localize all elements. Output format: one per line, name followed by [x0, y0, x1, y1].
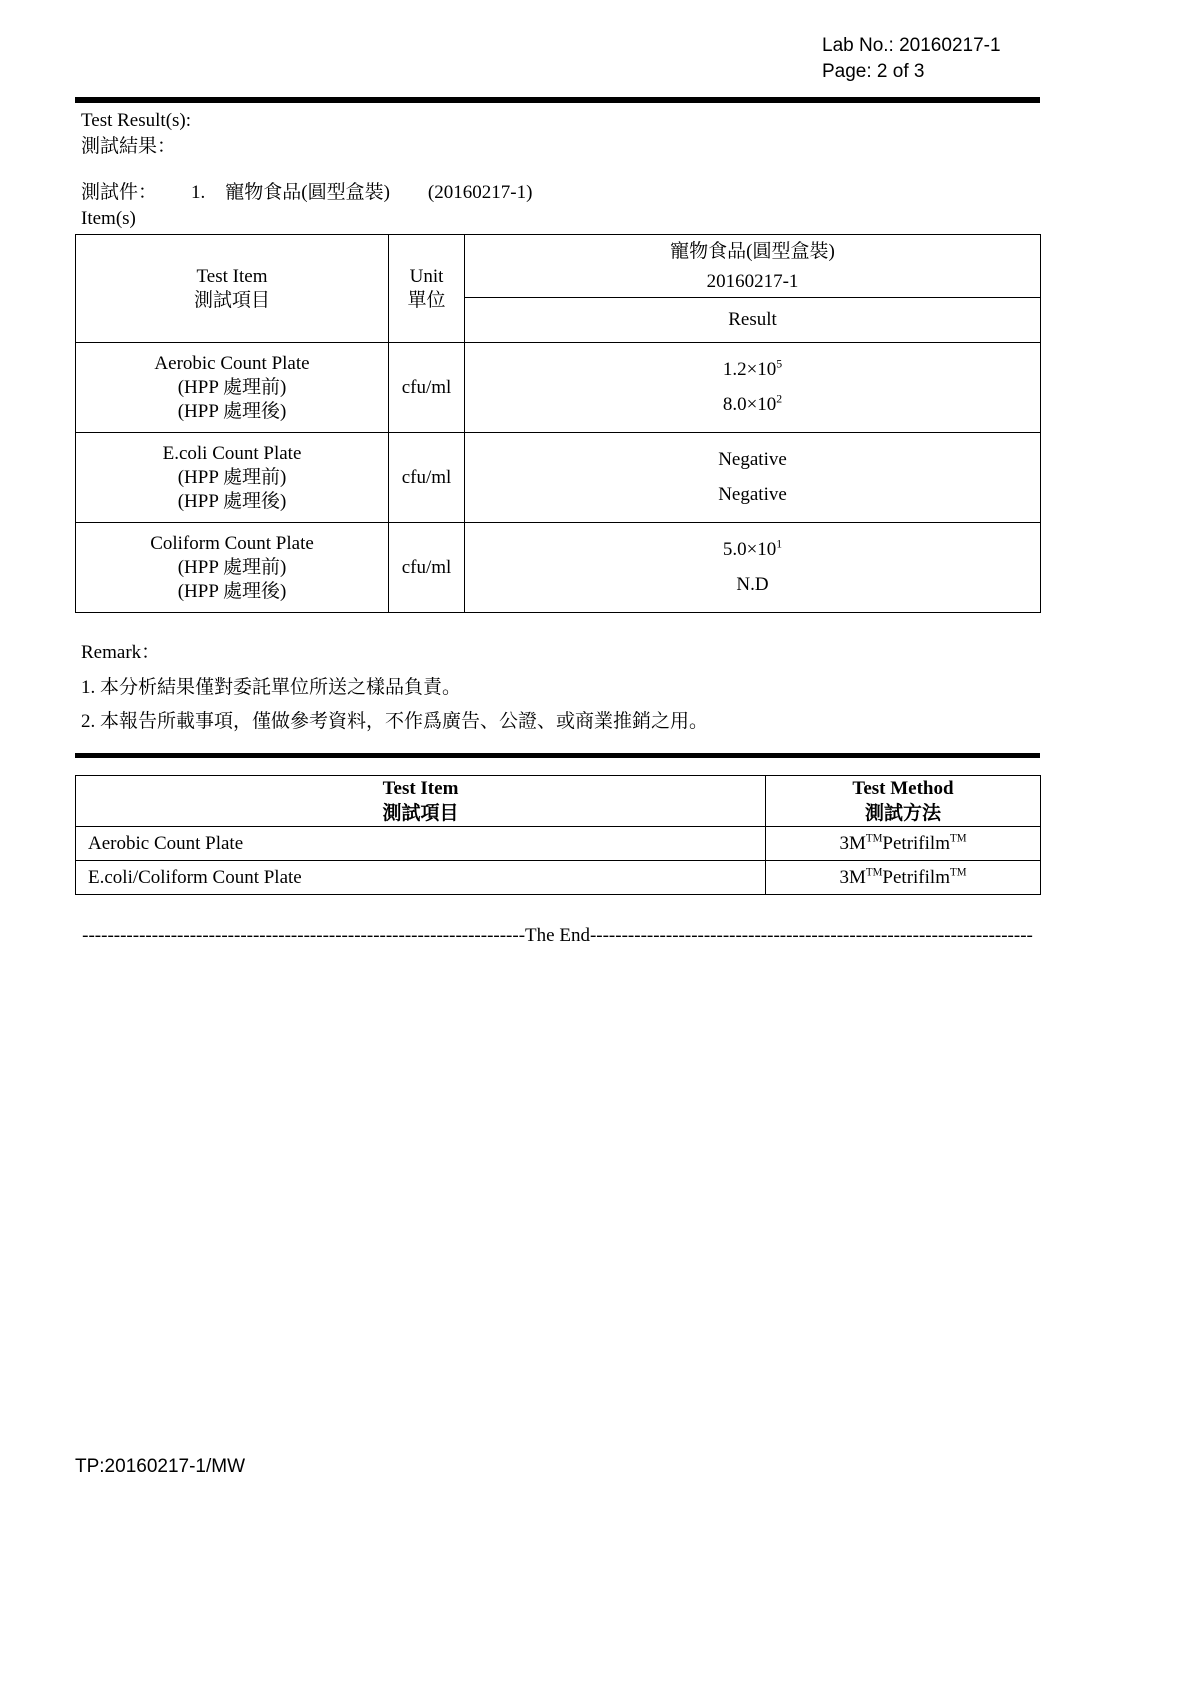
- result-base: 1.2×10: [722, 359, 777, 380]
- table-row: [76, 861, 1041, 895]
- lab-no: Lab No.: 20160217-1: [822, 35, 1001, 56]
- result-table-header-test-item: [76, 235, 389, 343]
- method-test-item: E.coli/Coliform Count Plate: [76, 861, 766, 895]
- result-cell: [465, 433, 1041, 523]
- header-sample-no: 20160217-1: [706, 271, 799, 292]
- end-label: The End: [525, 925, 590, 946]
- test-item-cell: [76, 433, 389, 523]
- result-exponent: 1: [776, 537, 783, 551]
- test-item-name: Aerobic Count Plate: [154, 352, 310, 374]
- condition-after: (HPP 處理後): [177, 400, 287, 422]
- result-value-after: [465, 393, 1040, 417]
- header-unit-zh: 單位: [407, 289, 446, 311]
- trademark-symbol: TM: [949, 832, 967, 845]
- method-header-test-item-zh: 測試項目: [382, 803, 459, 824]
- header-test-item-en: Test Item: [196, 265, 268, 287]
- page-number: Page: 2 of 3: [822, 61, 925, 82]
- test-item-cell: [76, 343, 389, 433]
- item-lab-no: (20160217-1): [427, 182, 533, 203]
- item-label-zh: 測試件：: [81, 182, 158, 203]
- result-base: 8.0×10: [722, 394, 777, 415]
- test-results-heading-zh: 測試結果：: [81, 136, 177, 157]
- method-brand: 3M: [839, 866, 866, 888]
- page-header: [822, 33, 1001, 85]
- method-test-item: Aerobic Count Plate: [76, 827, 766, 861]
- result-exponent: 5: [776, 357, 783, 371]
- remark-label: Remark：: [81, 642, 161, 663]
- the-end-line: [75, 925, 1040, 947]
- item-name: 寵物食品(圓型盒裝): [225, 182, 390, 203]
- method-table-header-test-method: [766, 776, 1041, 827]
- header-test-item-zh: 測試項目: [193, 289, 270, 311]
- result-base: N.D: [736, 574, 769, 595]
- table-row: [76, 523, 1041, 613]
- result-value-before: [465, 448, 1040, 472]
- remark-item-2: 2. 本報告所載事項，僅做參考資料，不作爲廣告、公證、或商業推銷之用。: [81, 711, 709, 732]
- table-row: [76, 433, 1041, 523]
- test-item-cell: [76, 523, 389, 613]
- method-product: Petrifilm: [882, 866, 950, 888]
- trademark-symbol: TM: [949, 866, 967, 879]
- item-index: 1.: [191, 182, 206, 203]
- method-name: [766, 827, 1041, 861]
- result-value-after: [465, 573, 1040, 597]
- test-results-heading-en: Test Result(s):: [81, 110, 192, 131]
- header-sample-name: 寵物食品(圓型盒裝): [670, 241, 835, 262]
- end-dashes-left: ----------------------------------------------------------------------: [82, 925, 526, 946]
- method-header-test-method-en: Test Method: [852, 778, 954, 799]
- condition-after: (HPP 處理後): [177, 580, 287, 602]
- method-header-test-item-en: Test Item: [382, 778, 459, 799]
- condition-before: (HPP 處理前): [177, 466, 287, 488]
- remark-item-1: 1. 本分析結果僅對委託單位所送之樣品負責。: [81, 677, 462, 698]
- header-unit-en: Unit: [409, 265, 444, 287]
- test-results-heading: [75, 108, 1040, 160]
- result-table-header-unit: [389, 235, 465, 343]
- result-cell: [465, 523, 1041, 613]
- method-table-header-test-item: [76, 776, 766, 827]
- condition-before: (HPP 處理前): [177, 376, 287, 398]
- test-item-name: Coliform Count Plate: [150, 532, 314, 554]
- condition-after: (HPP 處理後): [177, 490, 287, 512]
- table-row: [76, 343, 1041, 433]
- document-code: TP:20160217-1/MW: [75, 1456, 246, 1477]
- test-item-name: E.coli Count Plate: [162, 442, 302, 464]
- result-exponent: 2: [776, 392, 783, 406]
- method-header-test-method-zh: 測試方法: [864, 803, 941, 824]
- top-divider-bar: [75, 97, 1040, 103]
- method-brand: 3M: [839, 832, 866, 854]
- remark-section: [75, 639, 1040, 735]
- method-table: [75, 775, 1041, 895]
- result-base: 5.0×10: [722, 539, 777, 560]
- result-value-before: [465, 358, 1040, 382]
- unit-cell: cfu/ml: [389, 433, 465, 523]
- report-content: [75, 97, 1040, 947]
- result-table-header-sample: [465, 235, 1041, 298]
- trademark-symbol: TM: [865, 832, 883, 845]
- result-cell: [465, 343, 1041, 433]
- unit-cell: cfu/ml: [389, 343, 465, 433]
- end-dashes-right: ----------------------------------------------------------------------: [589, 925, 1033, 946]
- result-table: [75, 234, 1041, 613]
- result-value-after: [465, 483, 1040, 507]
- trademark-symbol: TM: [865, 866, 883, 879]
- result-value-before: [465, 538, 1040, 562]
- result-table-header-result: Result: [465, 298, 1041, 343]
- method-name: [766, 861, 1041, 895]
- unit-cell: cfu/ml: [389, 523, 465, 613]
- table-row: [76, 827, 1041, 861]
- tested-item-line: [75, 180, 1040, 206]
- item-label-en: Item(s): [81, 208, 136, 229]
- condition-before: (HPP 處理前): [177, 556, 287, 578]
- result-base: Negative: [718, 484, 787, 505]
- method-product: Petrifilm: [882, 832, 950, 854]
- result-base: Negative: [718, 449, 787, 470]
- middle-divider-bar: [75, 753, 1040, 758]
